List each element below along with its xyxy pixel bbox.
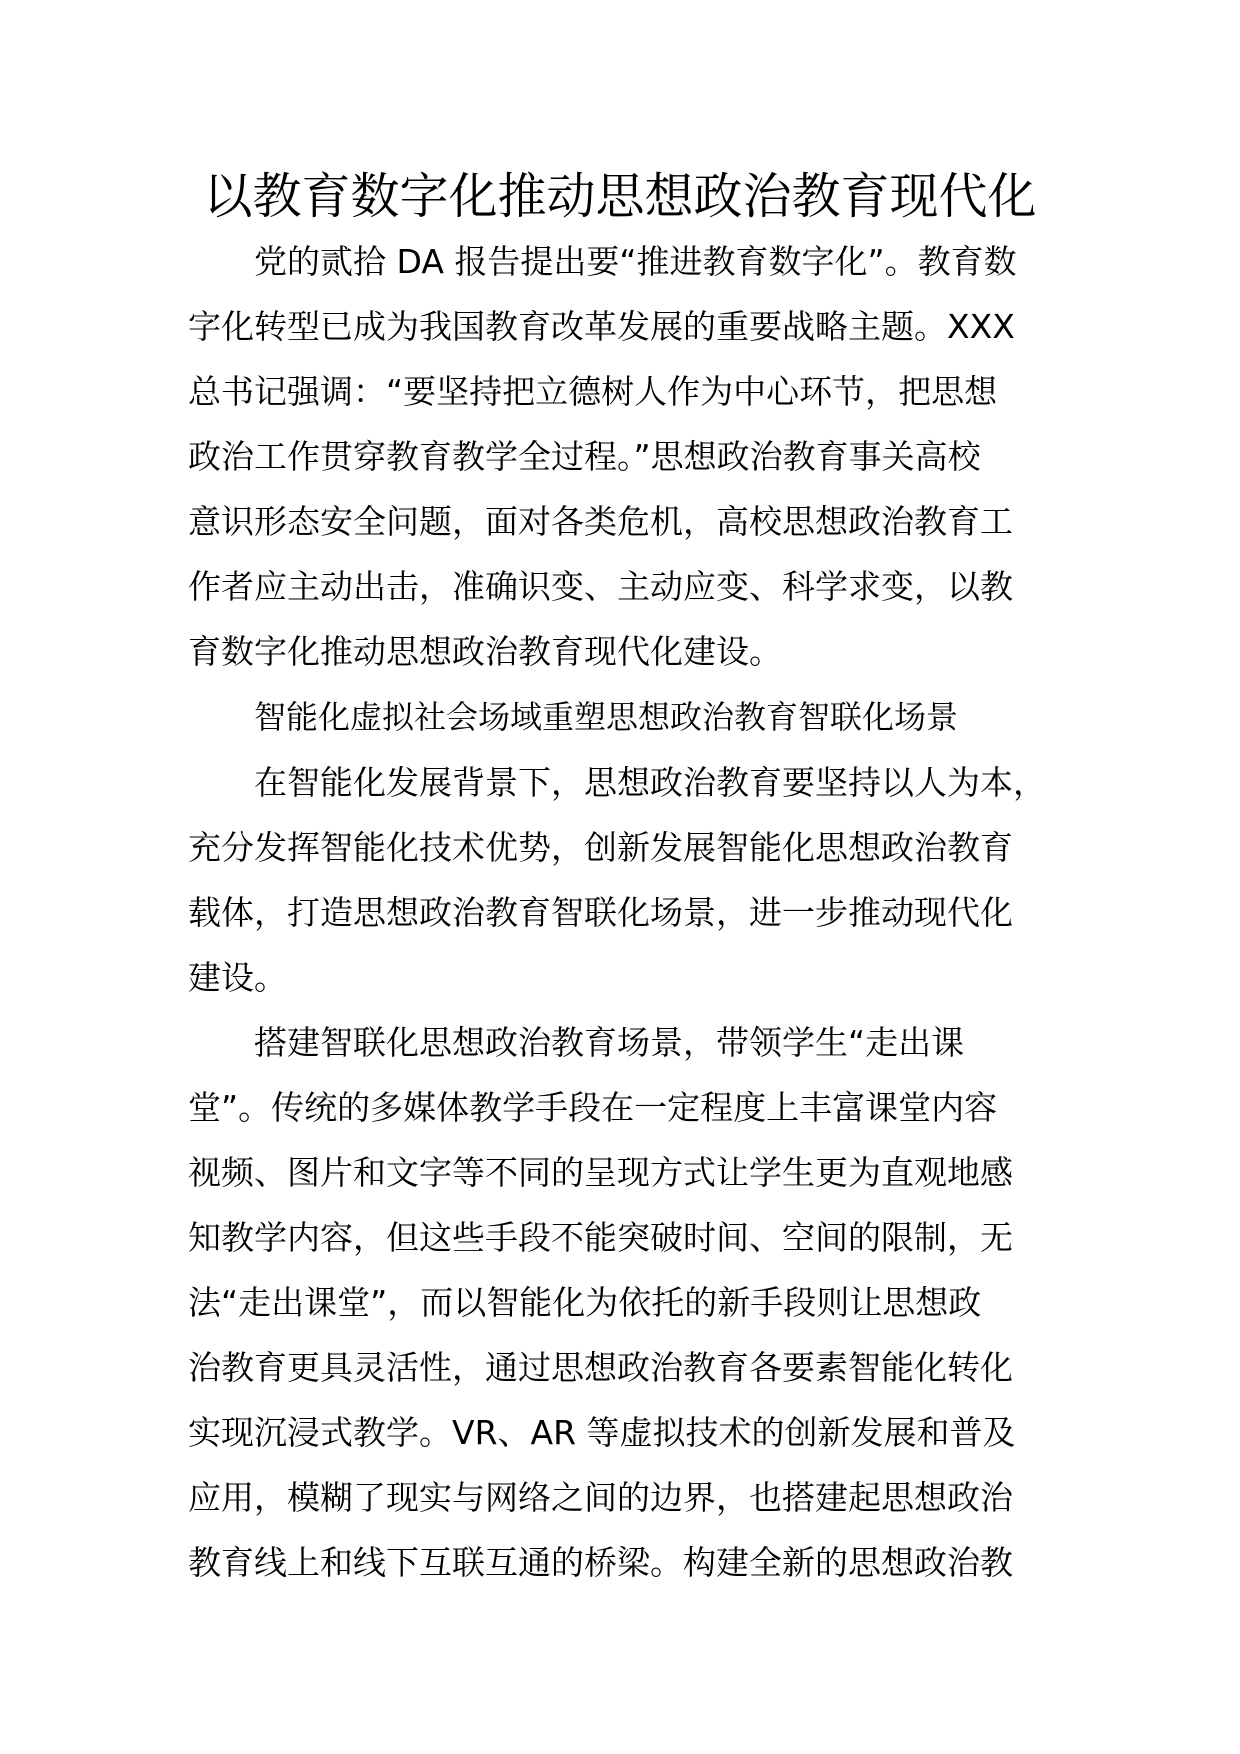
paragraph-line: 充分发挥智能化技术优势，创新发展智能化思想政治教育 xyxy=(188,828,1013,867)
paragraph-line: 搭建智联化思想政治教育场景，带领学生“走出课 xyxy=(254,1023,965,1062)
paragraph-line: 意识形态安全问题，面对各类危机，高校思想政治教育工 xyxy=(188,502,1013,541)
paragraph-line: 教育线上和线下互联互通的桥梁。构建全新的思想政治教 xyxy=(188,1543,1013,1582)
paragraph-line: 实现沉浸式教学。VR、AR 等虚拟技术的创新发展和普及 xyxy=(188,1413,1016,1452)
document-title: 以教育数字化推动思想政治教育现代化 xyxy=(203,168,1037,225)
paragraph-line: 党的贰拾 DA 报告提出要“推进教育数字化”。教育数 xyxy=(254,242,1017,281)
paragraph-line: 视频、图片和文字等不同的呈现方式让学生更为直观地感 xyxy=(188,1153,1013,1192)
paragraph-line: 知教学内容，但这些手段不能突破时间、空间的限制，无 xyxy=(188,1218,1013,1257)
paragraph-line: 在智能化发展背景下，思想政治教育要坚持以人为本， xyxy=(254,763,1046,802)
paragraph-line: 政治工作贯穿教育教学全过程。”思想政治教育事关高校 xyxy=(188,437,981,476)
paragraph-line: 治教育更具灵活性，通过思想政治教育各要素智能化转化 xyxy=(188,1348,1013,1387)
paragraph-line: 建设。 xyxy=(188,958,287,997)
paragraph-line: 总书记强调：“要坚持把立德树人作为中心环节，把思想 xyxy=(188,372,998,411)
section-heading: 智能化虚拟社会场域重塑思想政治教育智联化场景 xyxy=(254,698,959,736)
paragraph-line: 育数字化推动思想政治教育现代化建设。 xyxy=(188,632,782,671)
paragraph-line: 字化转型已成为我国教育改革发展的重要战略主题。XXX xyxy=(188,307,1015,346)
paragraph-line: 载体，打造思想政治教育智联化场景，进一步推动现代化 xyxy=(188,893,1013,932)
paragraph-line: 法“走出课堂”，而以智能化为依托的新手段则让思想政 xyxy=(188,1283,982,1322)
paragraph-line: 应用，模糊了现实与网络之间的边界，也搭建起思想政治 xyxy=(188,1478,1013,1517)
paragraph-line: 堂”。传统的多媒体教学手段在一定程度上丰富课堂内容 xyxy=(188,1088,998,1127)
paragraph-line: 作者应主动出击，准确识变、主动应变、科学求变，以教 xyxy=(188,567,1013,606)
